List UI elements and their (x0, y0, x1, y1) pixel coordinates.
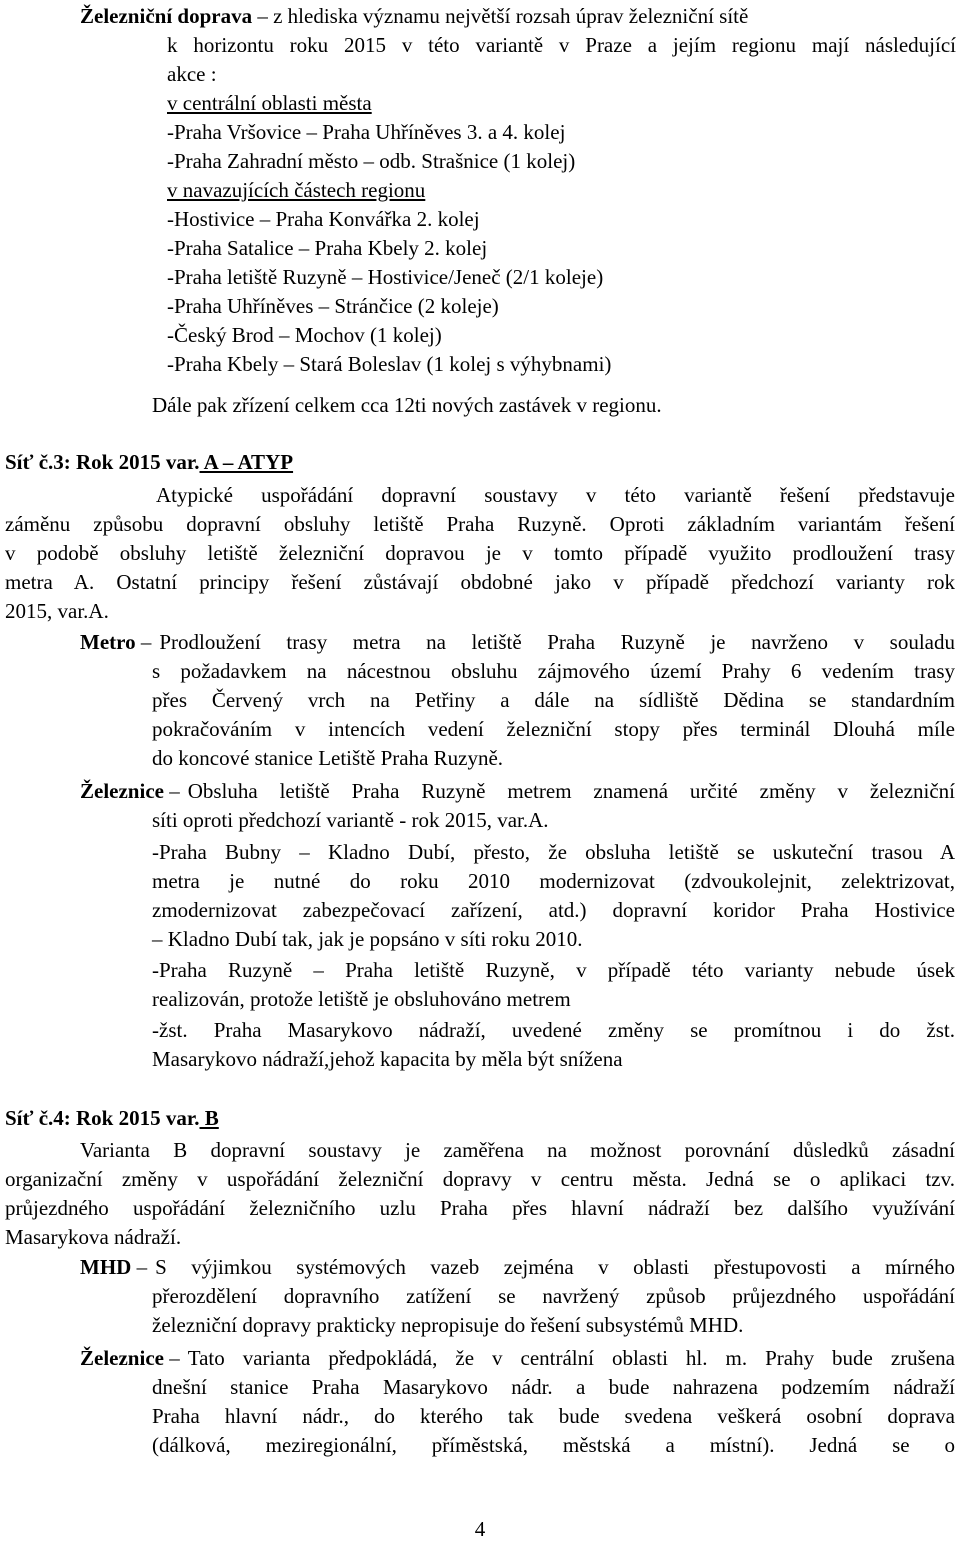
net3-intro-line: Atypické uspořádání dopravní soustavy v této variantě řešení představuje (156, 483, 955, 507)
mhd-line-1: MHD – S výjimkou systémových vazeb zejména v oblasti přestupovosti a mírného (80, 1255, 955, 1279)
mhd-label: MHD (80, 1255, 132, 1279)
rail4-label: Železnice (80, 1346, 164, 1370)
metro-label: Metro (80, 630, 136, 654)
regional-item: -Praha letiště Ruzyně – Hostivice/Jeneč (2/1 koleje) (167, 265, 604, 289)
mhd-text-line: přerozdělení dopravního zatížení se navržený způsob průjezdného uspořádání (152, 1284, 955, 1308)
net4-intro-line: Masarykova nádraží. (5, 1225, 182, 1249)
mhd-text-line: železniční dopravy prakticky nepropisuje do řešení subsystémů MHD. (152, 1313, 744, 1337)
rail-section-line-1: Železniční doprava – z hlediska významu největší rozsah úprav železniční sítě (80, 4, 749, 28)
regional-heading: v navazujících částech regionu (167, 178, 426, 202)
central-heading: v centrální oblasti města (167, 91, 372, 115)
stops-note: Dále pak zřízení celkem cca 12ti nových zastávek v regionu. (152, 393, 662, 417)
page-number: 4 (474, 1517, 486, 1541)
rail3-text-line: -Praha Ruzyně – Praha letiště Ruzyně, v případě této varianty nebude úsek (152, 958, 955, 982)
rail4-text-line: Praha hlavní nádr., do kterého tak bude svedena veškerá osobní doprava (152, 1404, 955, 1428)
net3-heading: Síť č.3: Rok 2015 var. A – ATYP (5, 450, 294, 474)
net3-intro-line: metra A. Ostatní principy řešení zůstávají obdobné jako v případě předchozí varianty rok (5, 570, 955, 594)
net3-intro-line: v podobě obsluhy letiště železniční dopravou je v tomto případě využito prodloužení trasy (5, 541, 955, 565)
net4-heading: Síť č.4: Rok 2015 var. B (5, 1106, 219, 1130)
rail3-text-line: -Praha Bubny – Kladno Dubí, přesto, že obsluha letiště se uskuteční trasou A (152, 840, 955, 864)
rail3-text-line: Masarykovo nádraží,jehož kapacita by měla být snížena (152, 1047, 623, 1071)
rail4-text-line: (dálková, meziregionální, příměstská, městská a místní). Jedná se o (152, 1433, 955, 1457)
central-item: -Praha Zahradní město – odb. Strašnice (1 kolej) (167, 149, 576, 173)
net4-intro-line: průjezdného uspořádání železničního uzlu Praha přes hlavní nádraží bez dalšího využívání (5, 1196, 955, 1220)
rail3-text-line: zmodernizovat zabezpečovací zařízení, atd.) dopravní koridor Praha Hostivice (152, 898, 955, 922)
net4-intro-line: organizační změny v uspořádání železniční dopravy v centru města. Jedná se o aplikaci tzv. (5, 1167, 955, 1191)
metro-text-line: pokračováním v intencích vedení železniční stopy přes terminál Dlouhá míle (152, 717, 955, 741)
rail4-text-line: dnešní stanice Praha Masarykovo nádr. a bude nahrazena podzemím nádraží (152, 1375, 955, 1399)
regional-item: -Hostivice – Praha Konvářka 2. kolej (167, 207, 480, 231)
metro-text-line: s požadavkem na nácestnou obsluhu zájmového území Prahy 6 vedením trasy (152, 659, 955, 683)
regional-item: -Praha Satalice – Praha Kbely 2. kolej (167, 236, 488, 260)
metro-text-line: do koncové stanice Letiště Praha Ruzyně. (152, 746, 504, 770)
rail3-text-line: – Kladno Dubí tak, jak je popsáno v síti roku 2010. (152, 927, 583, 951)
net3-intro-line: záměnu způsobu dopravní obsluhy letiště Praha Ruzyně. Oproti základním variantám řešení (5, 512, 955, 536)
rail-section-line-2: k horizontu roku 2015 v této variantě v Praze a jejím regionu mají následující (167, 33, 956, 57)
rail-section-line-3: akce : (167, 62, 217, 86)
rail-section-label: Železniční doprava (80, 4, 253, 28)
regional-item: -Praha Kbely – Stará Boleslav (1 kolej s výhybnami) (167, 352, 612, 376)
regional-item: -Český Brod – Mochov (1 kolej) (167, 323, 442, 347)
metro-line-1: Metro – Prodloužení trasy metra na letiště Praha Ruzyně je navrženo v souladu (80, 630, 955, 654)
central-item: -Praha Vršovice – Praha Uhříněves 3. a 4. kolej (167, 120, 566, 144)
net4-intro-line: Varianta B dopravní soustavy je zaměřena na možnost porovnání důsledků zásadní (80, 1138, 955, 1162)
regional-item: -Praha Uhříněves – Stránčice (2 koleje) (167, 294, 499, 318)
rail3-text-line: síti oproti předchozí variantě - rok 2015, var.A. (152, 808, 549, 832)
rail3-text-line: realizován, protože letiště je obsluhováno metrem (152, 987, 571, 1011)
rail-section-text: z hlediska významu největší rozsah úprav železniční sítě (273, 4, 749, 28)
rail3-label: Železnice (80, 779, 164, 803)
metro-text-line: přes Červený vrch na Petřiny a dále na sídliště Dědina se standardním (152, 688, 955, 712)
net3-intro-line: 2015, var.A. (5, 599, 109, 623)
rail3-text-line: -žst. Praha Masarykovo nádraží, uvedené změny se promítnou i do žst. (152, 1018, 955, 1042)
rail4-line-1: Železnice – Tato varianta předpokládá, že v centrální oblasti hl. m. Prahy bude zrušena (80, 1346, 955, 1370)
rail3-line-1: Železnice – Obsluha letiště Praha Ruzyně metrem znamená určité změny v železniční (80, 779, 955, 803)
rail3-text-line: metra je nutné do roku 2010 modernizovat (zdvoukolejnit, zelektrizovat, (152, 869, 955, 893)
